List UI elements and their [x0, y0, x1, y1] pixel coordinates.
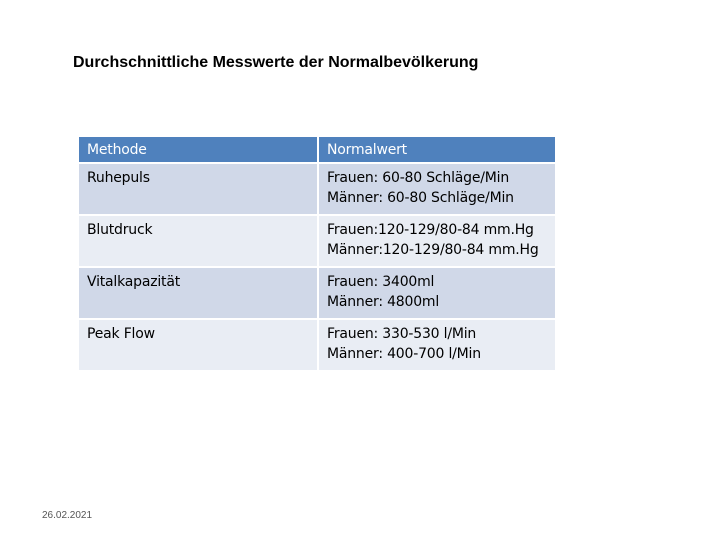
normalwert-maenner: Männer: 60-80 Schläge/Min: [327, 190, 514, 206]
table-row: [78, 267, 556, 319]
table-header-row: [78, 136, 556, 163]
column-header-methode: Methode: [78, 136, 318, 163]
footer-date: 26.02.2021: [42, 510, 93, 521]
normalwert-cell: [318, 163, 556, 215]
normalwert-maenner: Männer:120-129/80-84 mm.Hg: [327, 242, 539, 258]
table-row: [78, 163, 556, 215]
normalwert-frauen: Frauen: 60-80 Schläge/Min: [327, 170, 510, 186]
measurement-table: [77, 135, 557, 372]
table-row: [78, 319, 556, 371]
methode-cell: Ruhepuls: [78, 163, 318, 215]
normalwert-maenner: Männer: 4800ml: [327, 294, 440, 310]
normalwert-maenner: Männer: 400-700 l/Min: [327, 346, 481, 362]
column-header-normalwert: Normalwert: [318, 136, 556, 163]
slide-title: Durchschnittliche Messwerte der Normalbevölkerung: [73, 54, 479, 71]
normalwert-frauen: Frauen:120-129/80-84 mm.Hg: [327, 222, 534, 238]
table-row: [78, 215, 556, 267]
normalwert-cell: [318, 319, 556, 371]
methode-cell: Blutdruck: [78, 215, 318, 267]
normalwert-frauen: Frauen: 3400ml: [327, 274, 435, 290]
methode-cell: Peak Flow: [78, 319, 318, 371]
normalwert-cell: [318, 215, 556, 267]
normalwert-frauen: Frauen: 330-530 l/Min: [327, 326, 477, 342]
normalwert-cell: [318, 267, 556, 319]
methode-cell: Vitalkapazität: [78, 267, 318, 319]
